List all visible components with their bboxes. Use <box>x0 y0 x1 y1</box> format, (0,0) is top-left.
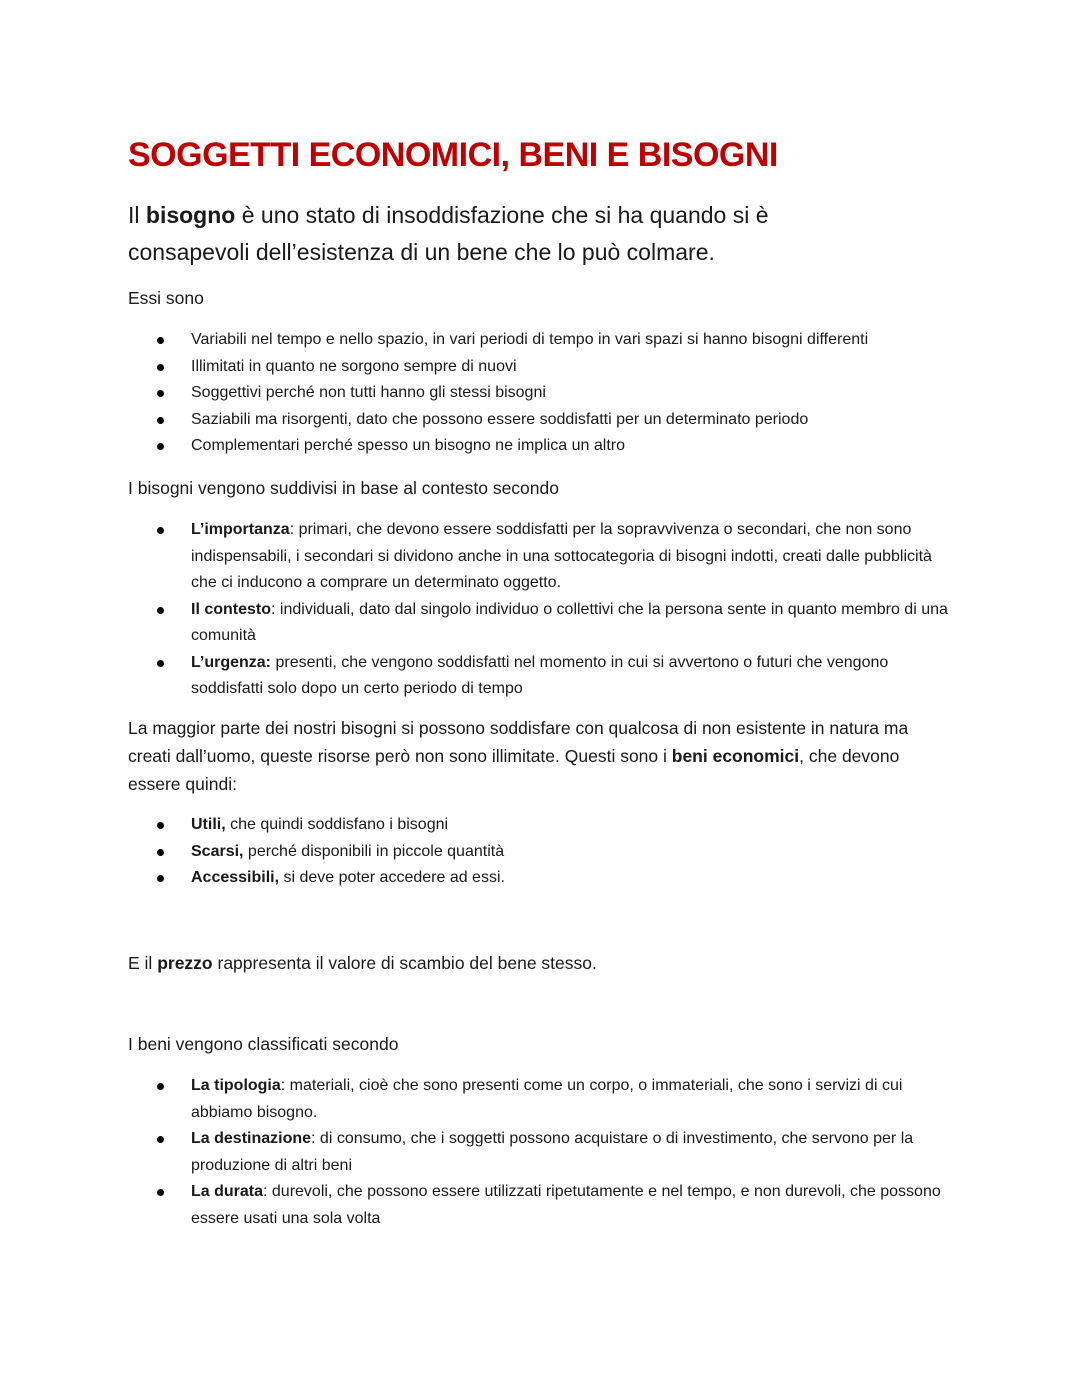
intro-bold-term: bisogno <box>145 202 236 228</box>
list-item-text: Saziabili ma risorgenti, dato che possono essere soddisfatti per un determinato periodo <box>191 410 809 428</box>
bullet-icon <box>157 1136 164 1143</box>
list-item-term: La tipologia <box>191 1077 281 1094</box>
bullet-icon <box>157 417 164 424</box>
list-item <box>128 865 958 892</box>
bullet-icon <box>157 822 164 829</box>
caratteristiche-list <box>128 327 958 460</box>
list-item <box>128 1126 958 1179</box>
list-item-text: presenti, che vengono soddisfatti nel momento in cui si avvertono o futuri che vengono soddisfatti solo dopo un certo periodo di tempo <box>191 653 889 697</box>
bullet-icon <box>157 849 164 856</box>
bullet-icon <box>157 527 164 534</box>
list-item <box>128 839 958 866</box>
list-item-text: : di consumo, che i soggetti possono acquistare o di investimento, che servono per la produzione di altri beni <box>191 1130 914 1174</box>
list-item <box>128 597 958 650</box>
beni-economici-paragraph <box>128 714 918 798</box>
suddivisione-intro: I bisogni vengono suddivisi in base al contesto secondo <box>128 478 559 498</box>
bullet-icon <box>157 875 164 882</box>
requisiti-list <box>128 812 958 892</box>
paragraph-text: E il <box>128 953 158 973</box>
list-item <box>128 812 958 839</box>
bullet-icon <box>157 443 164 450</box>
intro-post: è uno stato di insoddisfazione che si ha quando si è consapevoli dell’esistenza di un bene che lo può colmare. <box>128 202 769 265</box>
list-item-text: che quindi soddisfano i bisogni <box>225 816 449 833</box>
list-item-term: Utili, <box>191 816 226 833</box>
bullet-icon <box>157 364 164 371</box>
prezzo-term: prezzo <box>157 953 213 973</box>
list-item-term: Scarsi, <box>191 842 244 860</box>
list-item-text: : materiali, cioè che sono presenti come un corpo, o immateriali, che sono i servizi di cui abbiamo bisogno. <box>191 1077 903 1121</box>
list-item-text: Variabili nel tempo e nello spazio, in vari periodi di tempo in vari spazi si hanno bisogni differenti <box>191 331 869 348</box>
prezzo-paragraph <box>128 950 597 977</box>
paragraph-text: , che devono essere quindi: <box>128 746 900 794</box>
list-item <box>128 354 958 381</box>
list-item <box>128 1179 958 1232</box>
list-item-text: si deve poter accedere ad essi. <box>279 869 505 886</box>
list-item-term: L’importanza <box>191 521 290 538</box>
list-item-text: : individuali, dato dal singolo individuo o collettivi che la persona sente in quanto membro di una comunità <box>191 600 948 644</box>
paragraph-text: La maggior parte dei nostri bisogni si possono soddisfare con qualcosa di non esistente in natura ma creati dall’uomo, queste risorse però non sono illimitate. Questi sono i <box>128 718 909 766</box>
list-item-term: L’urgenza: <box>191 653 272 671</box>
list-item-term: La durata <box>191 1183 264 1200</box>
list-item-text: Illimitati in quanto ne sorgono sempre di nuovi <box>191 357 517 375</box>
classificazione-intro: I beni vengono classificati secondo <box>128 1034 399 1054</box>
suddivisione-list <box>128 517 958 703</box>
list-item <box>128 650 958 703</box>
bullet-icon <box>157 1083 164 1090</box>
page-title: SOGGETTI ECONOMICI, BENI E BISOGNI <box>128 136 778 174</box>
list-item-text: Complementari perché spesso un bisogno ne implica un altro <box>191 437 626 454</box>
paragraph-text: rappresenta il valore di scambio del bene stesso. <box>212 953 597 973</box>
list-item-term: Accessibili, <box>191 869 280 886</box>
list-item <box>128 433 958 460</box>
list-item <box>128 517 958 597</box>
bullet-icon <box>157 1189 164 1196</box>
list-item <box>128 407 958 434</box>
bullet-icon <box>157 607 164 614</box>
bullet-icon <box>157 660 164 667</box>
list-item-text: perché disponibili in piccole quantità <box>243 842 505 860</box>
bullet-icon <box>157 390 164 397</box>
list-item-term: Il contesto <box>191 600 272 618</box>
list-item <box>128 1073 958 1126</box>
list-item-text: : durevoli, che possono essere utilizzati ripetutamente e nel tempo, e non durevoli, che possono essere usati una sola volta <box>191 1183 941 1227</box>
intro-pre: Il <box>128 202 146 228</box>
list-item-term: La destinazione <box>191 1130 312 1147</box>
bullet-icon <box>157 337 164 344</box>
beni-economici-term: beni economici <box>671 746 800 766</box>
intro-paragraph <box>128 197 888 271</box>
classificazione-list <box>128 1073 958 1232</box>
list-item-text: Soggettivi perché non tutti hanno gli stessi bisogni <box>191 384 546 401</box>
list-item <box>128 380 958 407</box>
list-item <box>128 327 958 354</box>
list-item-text: : primari, che devono essere soddisfatti per la sopravvivenza o secondari, che non sono indispensabili, i secondari si dividono anche in una sottocategoria di bisogni indotti, creati dalle pubblicità che ci inducono a comprare un determinato oggetto. <box>191 521 932 591</box>
essi-sono-label: Essi sono <box>128 288 204 308</box>
